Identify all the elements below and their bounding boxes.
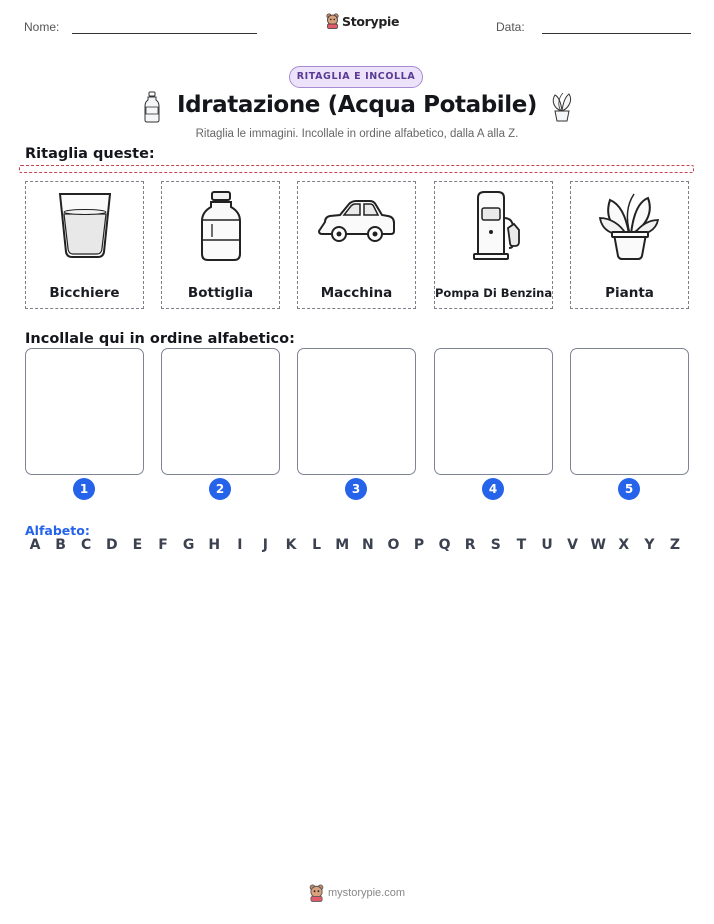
alphabet-letter: M [335,537,350,553]
card-label: Macchina [320,285,393,301]
alphabet-letter: X [618,537,630,553]
alphabet-letter: A [29,537,41,553]
activity-badge: RITAGLIA E INCOLLA [289,66,423,88]
alphabet-letter: T [516,537,527,553]
slot-number: 1 [73,478,95,500]
date-line[interactable] [542,33,691,34]
brand-name: Storypie [342,13,400,29]
slot-number: 4 [482,478,504,500]
cut-section-title: Ritaglia queste: [25,146,155,162]
cut-card-bottiglia[interactable] [161,181,280,309]
alphabet-letter: N [361,537,374,553]
cut-card-pianta[interactable] [570,181,689,309]
footer-site: mystorypie.com [328,887,406,899]
alphabet-letter: U [541,537,553,553]
cut-guide-line [19,165,694,173]
instructions: Ritaglia le immagini. Incollale in ordine alfabetico, dalla A alla Z. [195,128,519,140]
card-label: Pompa Di Benzina [435,286,553,300]
alphabet-letter: R [464,537,476,553]
slot-number: 3 [345,478,367,500]
alphabet-letter: P [413,537,425,553]
alphabet-letter: K [285,537,297,553]
glass-icon [45,190,125,260]
alphabet-letter: J [262,537,268,553]
alphabet-letter: W [590,537,606,553]
paste-slot-2[interactable] [161,348,280,475]
card-label: Pianta [605,285,654,301]
cut-card-pompa-di-benzina[interactable] [434,181,553,309]
alphabet-letter: C [81,537,92,553]
alphabet-letter: E [132,537,143,553]
alphabet-letter: O [387,537,400,553]
alphabet-letter: L [312,537,322,553]
paste-slot-3[interactable] [297,348,416,475]
alphabet-letter: H [208,537,221,553]
alphabet-letter: G [182,537,195,553]
alphabet-letter: B [55,537,66,553]
page-title: Idratazione (Acqua Potabile) [176,92,538,118]
gas-pump-icon [454,190,534,262]
card-label: Bottiglia [187,285,254,301]
cut-card-bicchiere[interactable] [25,181,144,309]
bear-icon [326,13,339,29]
car-icon [317,190,397,260]
bottle-icon [181,190,261,262]
slot-number: 2 [209,478,231,500]
alphabet-letter: Y [644,537,655,553]
alphabet-title: Alfabeto: [25,523,90,538]
alphabet-letter: S [490,537,501,553]
cut-card-macchina[interactable] [297,181,416,309]
paste-section-title: Incollale qui in ordine alfabetico: [25,331,295,347]
alphabet-letter: Q [438,537,451,553]
alphabet-letter: I [237,537,243,553]
slot-number: 5 [618,478,640,500]
date-label: Data: [496,20,525,34]
paste-slot-1[interactable] [25,348,144,475]
alphabet-letter: D [105,537,118,553]
plant-icon [590,190,670,262]
alphabet-letter: F [158,537,168,553]
brand-logo [326,13,399,29]
alphabet-letter: V [567,537,579,553]
paste-slot-5[interactable] [570,348,689,475]
footer [309,884,405,902]
bear-icon [309,884,324,902]
name-label: Nome: [24,20,60,34]
alphabet-letter: Z [669,537,681,553]
card-label: Bicchiere [49,285,120,301]
name-line[interactable] [72,33,257,34]
paste-slot-4[interactable] [434,348,553,475]
plant-icon [549,91,575,123]
alphabet-row [25,537,690,555]
